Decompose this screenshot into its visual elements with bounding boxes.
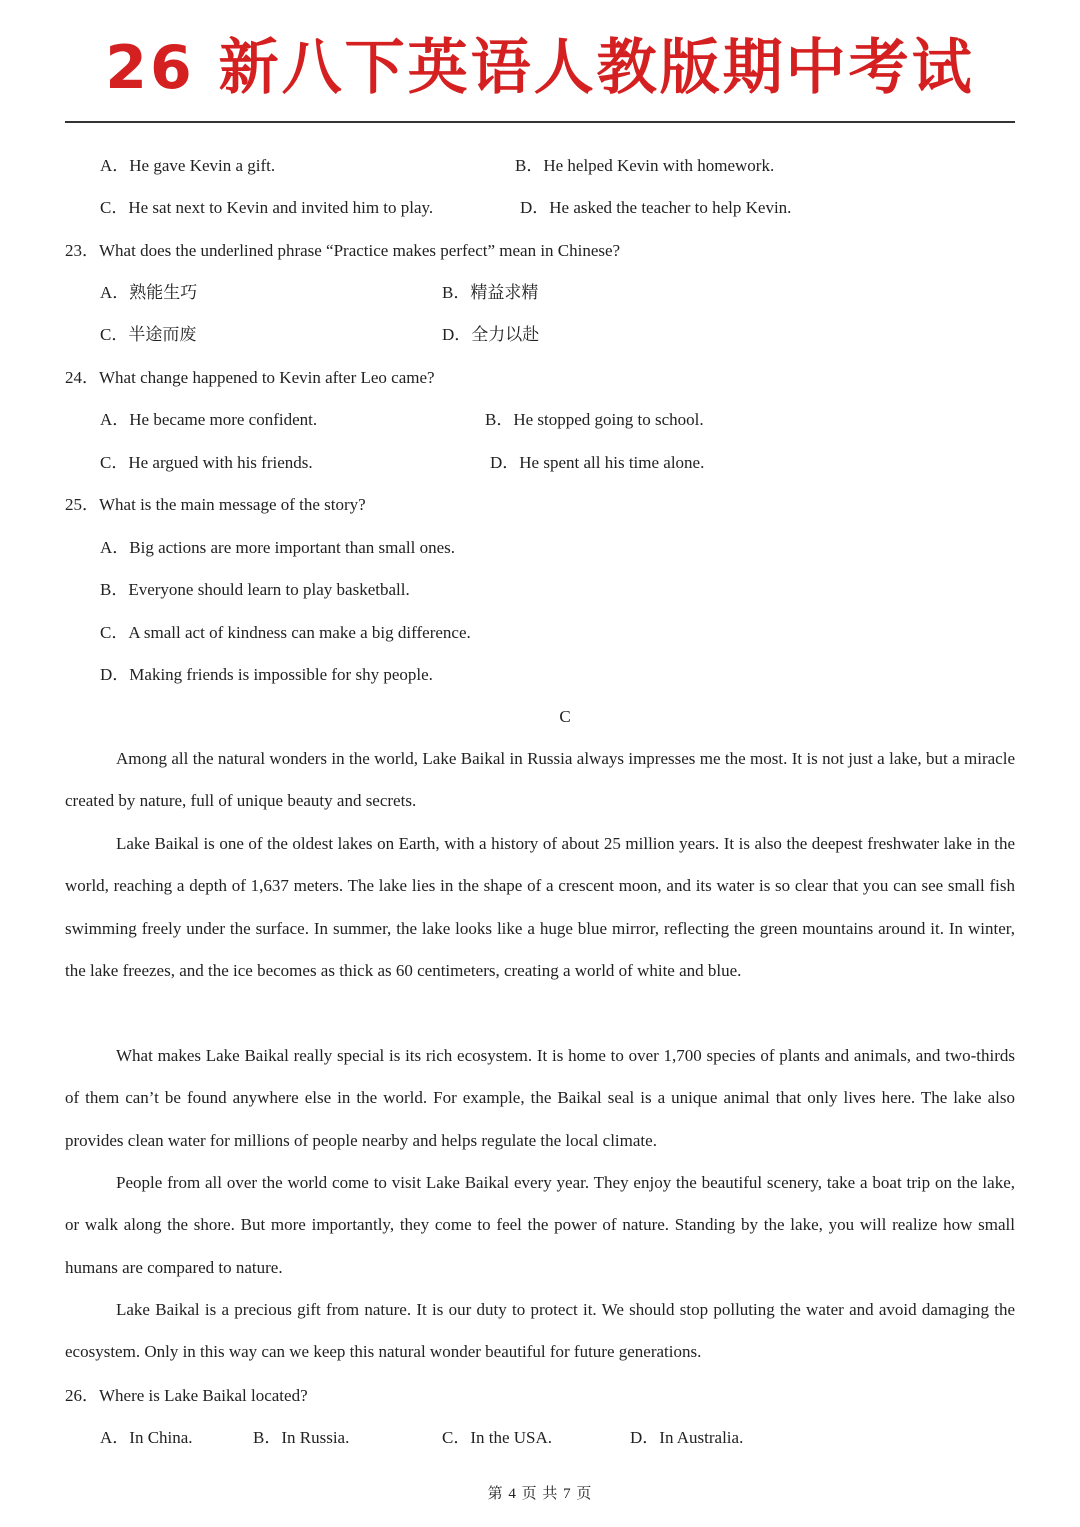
page-number: 第 4 页 共 7 页 xyxy=(487,1486,593,1502)
q26-stem: 26．Where is Lake Baikal located? xyxy=(65,1386,308,1405)
passage-c-paragraph-2: Lake Baikal is one of the oldest lakes on Earth, with a history of about 25 million years. It is also the deepest freshwater lake in the world, reaching a depth of 1,637 meters. The lake lies in the shape of a crescent moon, and its water is so clear that you can see small fish swimming freely under the surface. In summer, the lake looks like a huge blue mirror, reflecting the green mountains around it. In winter, the lake freezes, and the ice becomes as thick as 60 centimeters, creating a world of white and blue. xyxy=(65,834,1015,981)
q26-option-b: B．In Russia. xyxy=(253,1428,350,1447)
q24-stem: 24．What change happened to Kevin after Leo came? xyxy=(65,368,435,387)
q24-option-c: C．He argued with his friends. xyxy=(100,453,313,472)
passage-c-paragraph-4: People from all over the world come to visit Lake Baikal every year. They enjoy the beautiful scenery, take a boat trip on the lake, or walk along the shore. But more importantly, they come to feel the power of nature. Standing by the lake, you will realize how small humans are compared to nature. xyxy=(65,1173,1015,1277)
q24-option-b: B．He stopped going to school. xyxy=(485,410,704,429)
q25-option-b: B．Everyone should learn to play basketball. xyxy=(100,580,410,599)
q25-stem: 25．What is the main message of the story? xyxy=(65,495,366,514)
exam-title-banner: 26 新八下英语人教版期中考试 xyxy=(105,33,975,103)
header-divider xyxy=(65,121,1015,123)
q23-option-a: A．熟能生巧 xyxy=(100,283,198,302)
q22-option-c: C．He sat next to Kevin and invited him to play. xyxy=(100,198,434,217)
q25-option-c: C．A small act of kindness can make a big difference. xyxy=(100,623,471,642)
q26-option-a: A．In China. xyxy=(100,1428,193,1447)
q23-option-b: B．精益求精 xyxy=(442,283,539,302)
q23-option-d: D．全力以赴 xyxy=(442,325,540,344)
q25-option-a: A．Big actions are more important than small ones. xyxy=(100,538,456,557)
q22-option-d: D．He asked the teacher to help Kevin. xyxy=(520,198,792,217)
q22-option-b: B．He helped Kevin with homework. xyxy=(515,156,775,175)
q23-stem: 23．What does the underlined phrase “Practice makes perfect” mean in Chinese? xyxy=(65,241,621,260)
q24-option-d: D．He spent all his time alone. xyxy=(490,453,705,472)
q26-option-c: C．In the USA. xyxy=(442,1428,553,1447)
passage-c-paragraph-1: Among all the natural wonders in the world, Lake Baikal in Russia always impresses me the most. It is not just a lake, but a miracle created by nature, full of unique beauty and secrets. xyxy=(65,749,1015,811)
q22-option-a: A．He gave Kevin a gift. xyxy=(100,156,276,175)
q24-option-a: A．He became more confident. xyxy=(100,410,318,429)
q25-option-d: D．Making friends is impossible for shy people. xyxy=(100,665,433,684)
q26-option-d: D．In Australia. xyxy=(630,1428,744,1447)
q23-option-c: C．半途而废 xyxy=(100,325,197,344)
passage-c-paragraph-5: Lake Baikal is a precious gift from nature. It is our duty to protect it. We should stop polluting the water and avoid damaging the ecosystem. Only in this way can we keep this natural wonder beautiful for future generations. xyxy=(65,1300,1015,1362)
passage-c-label: C xyxy=(559,707,571,726)
passage-c-paragraph-3: What makes Lake Baikal really special is its rich ecosystem. It is home to over 1,700 species of plants and animals, and two-thirds of them can’t be found anywhere else in the world. For example, the Baikal seal is a unique animal that only lives here. The lake also provides clean water for millions of people nearby and helps regulate the local climate. xyxy=(65,1046,1015,1150)
